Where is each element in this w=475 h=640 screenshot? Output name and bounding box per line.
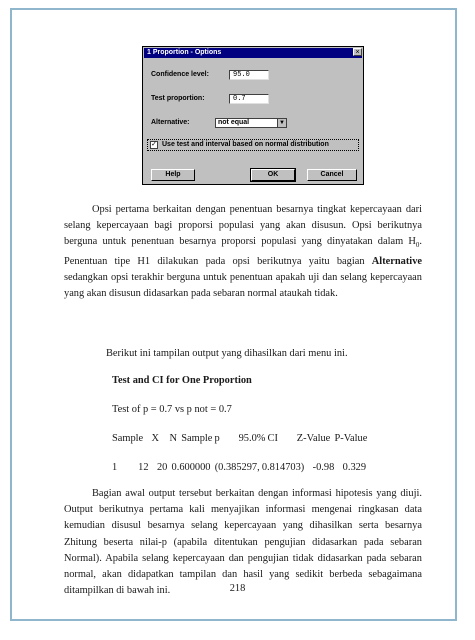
dropdown-arrow-icon[interactable]: ▼ (277, 119, 286, 127)
dialog-title: 1 Proportion - Options (144, 48, 362, 58)
test-proportion-label: Test proportion: (151, 95, 205, 102)
output-data-row: 1 12 20 0.600000 (0.385297, 0.814703) -0.98 0.329 (112, 462, 367, 473)
ok-button[interactable]: OK (251, 169, 295, 181)
alternative-label: Alternative: (151, 119, 190, 126)
normal-distribution-checkbox[interactable]: ✓ (151, 141, 157, 148)
output-header-row: Sample X N Sample p 95.0% CI Z-Value P-Value (112, 433, 368, 444)
confidence-level-input[interactable]: 95.0 (229, 70, 269, 80)
help-button[interactable]: Help (151, 169, 195, 181)
output-test-line: Test of p = 0.7 vs p not = 0.7 (112, 404, 232, 415)
cancel-button[interactable]: Cancel (307, 169, 357, 181)
paragraph-explanation: Bagian awal output tersebut berkaitan dengan informasi hipotesis yang diuji. Output berikutnya pertama kali menyajikan informasi mengenai ringkasan data kemudian disusul besarnya selang kepercayaan yang dihasilkan serta besarnya Zhitung beserta nilai-p (apabila ditentukan pengujian didasarkan pada sebaran Normal). Apabila selang kepercayaan dan pengujian tidak didasarkan pada sebaran normal, akan didapatkan tampilan dan hasil yang sedikit berbeda sebagaimana ditampilkan di bawah ini. (64, 488, 422, 597)
paragraph-text: . Penentuan tipe H1 dilakukan pada opsi berikutnya yaitu bagian (64, 236, 422, 267)
subscript: 0 (415, 241, 420, 250)
close-button[interactable]: × (353, 48, 362, 56)
output-title: Test and CI for One Proportion (112, 375, 252, 386)
page-number: 218 (229, 583, 246, 594)
options-dialog (142, 46, 364, 185)
alternative-select[interactable] (215, 118, 287, 128)
paragraph-options (64, 202, 422, 302)
alternative-value: not equal (218, 119, 250, 126)
test-proportion-input[interactable]: 0.7 (229, 94, 269, 104)
normal-distribution-option[interactable] (147, 139, 359, 151)
normal-distribution-label: Use test and interval based on normal distribution (162, 141, 329, 148)
alternative-term: Alternative (371, 255, 422, 267)
paragraph-text: sedangkan opsi terakhir berguna untuk penentuan apakah uji dan selang kepercayaan yang akan disusun didasarkan pada sebaran normal ataukah tidak. (64, 271, 422, 300)
paragraph-text: Opsi pertama berkaitan dengan penentuan besarnya tingkat kepercayaan dari selang kepercayaan bagi proporsi populasi yang akan disusun. Opsi berikutnya berguna untuk penentuan besarnya proporsi populasi yang dinyatakan dalam H (64, 204, 422, 248)
confidence-level-label: Confidence level: (151, 71, 209, 78)
intro-output-line: Berikut ini tampilan output yang dihasilkan dari menu ini. (106, 348, 348, 359)
